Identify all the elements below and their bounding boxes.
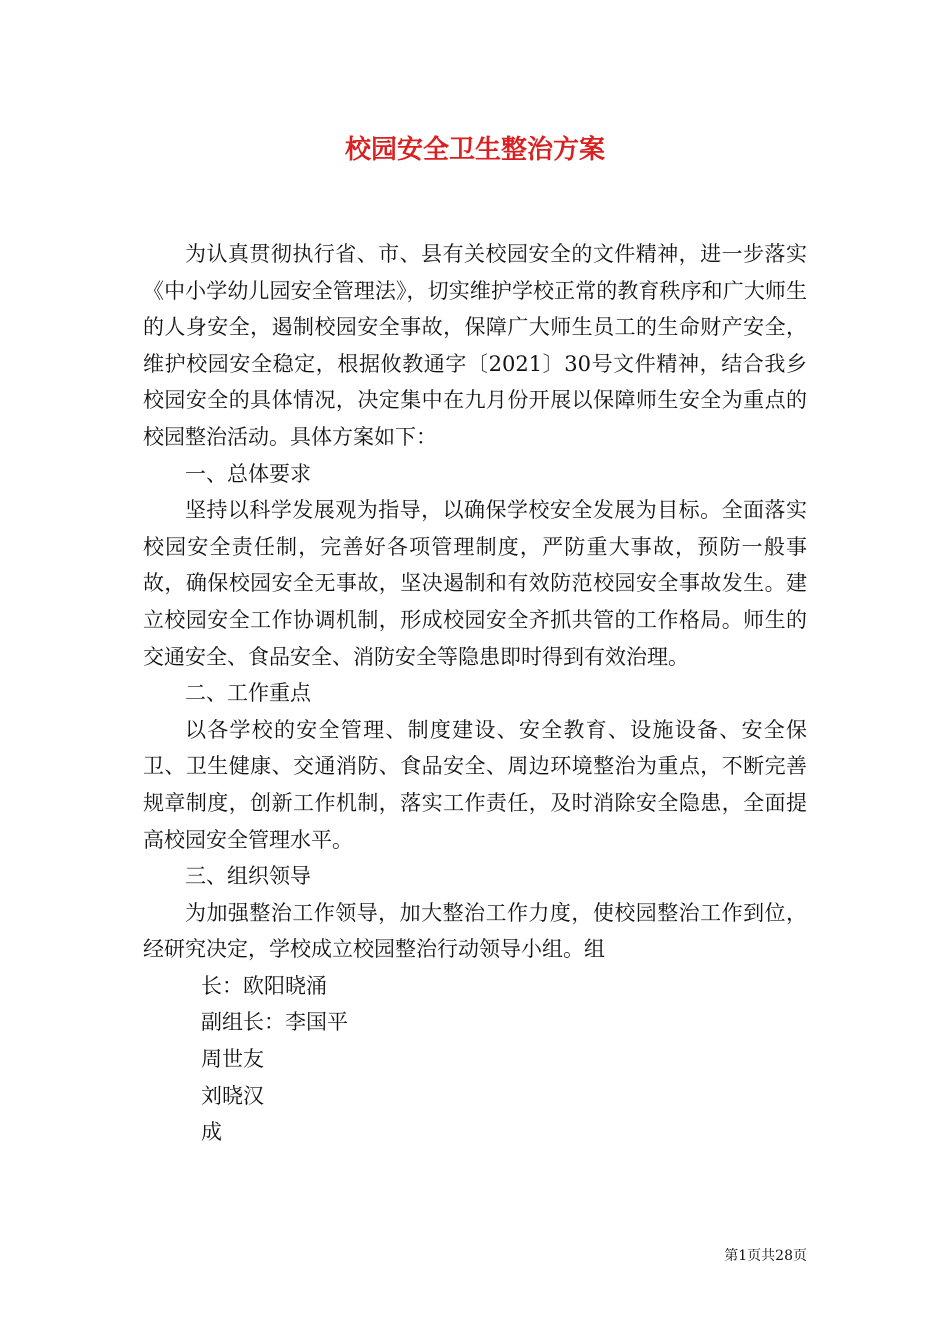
footer-prefix: 第 [724, 1248, 739, 1264]
document-title: 校园安全卫生整治方案 [344, 135, 605, 165]
intro-paragraph: 为认真贯彻执行省、市、县有关校园安全的文件精神，进一步落实《中小学幼儿园安全管理法》，切实维护学校正常的教育秩序和广大师生的人身安全，遏制校园安全事故，保障广大师生员工的生命财产安全，维护校园安全稳定，根据攸教通字〔2021〕30号文件精神，结合我乡校园安全的具体情况，决定集中在九月份开展以保障师生安全为重点的校园整治活动。具体方案如下： [143, 242, 807, 449]
section-3-heading: 三、组织领导 [185, 864, 311, 889]
deputy-leader-line: 副组长：李国平 [201, 1010, 348, 1035]
leader-line: 长：欧阳晓涌 [201, 973, 327, 998]
section-2-heading: 二、工作重点 [185, 681, 311, 706]
member-line-2: 刘晓汉 [201, 1083, 264, 1108]
section-1-paragraph: 坚持以科学发展观为指导，以确保学校安全发展为目标。全面落实校园安全责任制，完善好各项管理制度，严防重大事故，预防一般事故，确保校园安全无事故，坚决遏制和有效防范校园安全事故发生。建立校园安全工作协调机制，形成校园安全齐抓共管的工作格局。师生的交通安全、食品安全、消防安全等隐患即时得到有效治理。 [143, 498, 807, 669]
section-3-paragraph: 为加强整治工作领导，加大整治工作力度，使校园整治工作到位，经研究决定，学校成立校园整治行动领导小组。组 [143, 900, 807, 962]
members-label-line: 成 [201, 1120, 222, 1145]
footer-middle: 页共 [747, 1248, 776, 1264]
section-2-paragraph: 以各学校的安全管理、制度建设、安全教育、设施设备、安全保卫、卫生健康、交通消防、食品安全、周边环境整治为重点，不断完善规章制度，创新工作机制，落实工作责任，及时消除安全隐患，全面提高校园安全管理水平。 [143, 717, 807, 852]
section-1-heading: 一、总体要求 [185, 461, 311, 486]
document-body [143, 236, 807, 1151]
footer-current-page: 1 [738, 1248, 748, 1264]
member-line-1: 周世友 [201, 1047, 264, 1072]
page-number-footer [724, 1246, 807, 1266]
footer-total-pages: 28 [775, 1248, 793, 1264]
footer-suffix: 页 [793, 1248, 807, 1264]
